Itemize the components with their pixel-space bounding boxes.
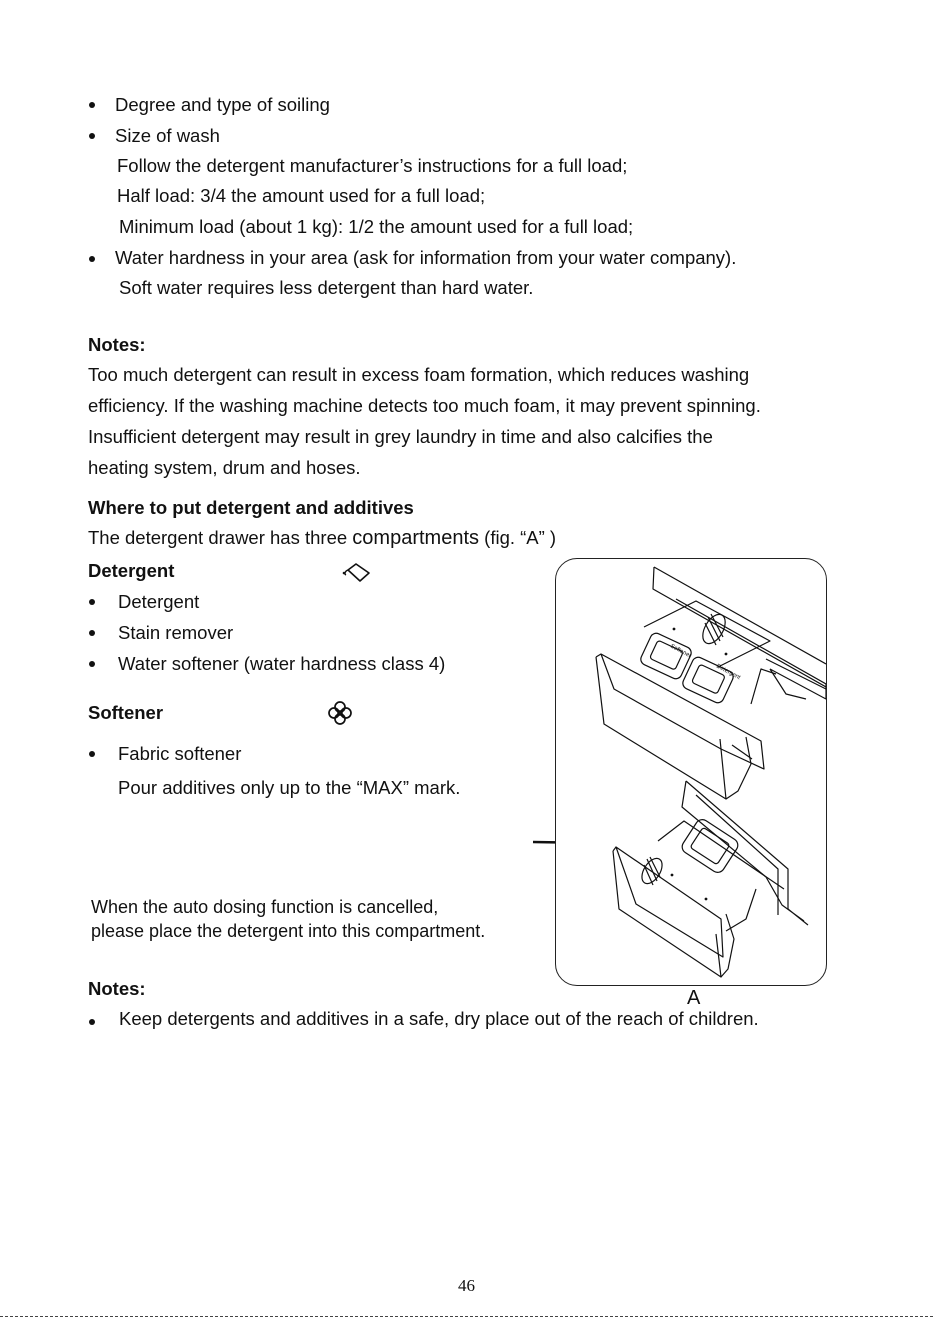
detergent-heading: Detergent (88, 560, 175, 581)
softener-note: Pour additives only up to the “MAX” mark. (118, 777, 461, 798)
bullet-dot (89, 661, 95, 667)
size-of-wash-line: Minimum load (about 1 kg): 1/2 the amount used for a full load; (119, 216, 634, 237)
notes-line: heating system, drum and hoses. (88, 457, 361, 478)
where-intro-prefix: The detergent drawer has three (88, 527, 353, 548)
bullet-dot (89, 599, 95, 605)
notes-line: efficiency. If the washing machine detects too much foam, it may prevent spinning. (88, 395, 761, 416)
bullet-dot (89, 751, 95, 757)
bullet-dot (89, 1019, 95, 1025)
figure-a-frame (555, 558, 827, 986)
bullet-degree-soiling: Degree and type of soiling (115, 94, 330, 115)
bullet-dot (89, 256, 95, 262)
detergent-drawer-illustration (556, 559, 826, 985)
where-intro (88, 527, 556, 549)
notes-2-bullet: Keep detergents and additives in a safe, dry place out of the reach of children. (119, 1008, 759, 1029)
auto-dosing-line: When the auto dosing function is cancelled, (91, 897, 439, 917)
softener-item: Fabric softener (118, 743, 242, 764)
drawer-label-detergent: Detergent (715, 663, 742, 682)
notes-heading: Notes: (88, 334, 146, 355)
bullet-dot (89, 102, 95, 108)
water-hardness-sub: Soft water requires less detergent than hard water. (119, 277, 534, 298)
size-of-wash-line: Follow the detergent manufacturer’s instructions for a full load; (117, 155, 628, 176)
bullet-size-of-wash: Size of wash (115, 125, 220, 146)
detergent-item: Water softener (water hardness class 4) (118, 653, 446, 674)
drawer-label-softener: Softener (669, 643, 692, 660)
water-hardness-bullet: Water hardness in your area (ask for information from your water company). (115, 247, 737, 268)
notes-heading-2: Notes: (88, 978, 146, 999)
softener-heading: Softener (88, 702, 164, 723)
bullet-dot (89, 133, 95, 139)
figure-label: A (687, 987, 701, 1009)
detergent-item: Stain remover (118, 622, 234, 643)
auto-dosing-line: please place the detergent into this compartment. (91, 921, 486, 941)
notes-line: Too much detergent can result in excess foam formation, which reduces washing (88, 364, 750, 385)
notes-line: Insufficient detergent may result in grey laundry in time and also calcifies the (88, 426, 713, 447)
flower-icon (327, 700, 353, 726)
size-of-wash-line: Half load: 3/4 the amount used for a full load; (117, 185, 486, 206)
where-intro-word: compartments (352, 527, 480, 549)
detergent-icon (340, 560, 374, 584)
detergent-item: Detergent (118, 591, 200, 612)
where-heading: Where to put detergent and additives (88, 497, 414, 518)
page-divider (0, 1316, 933, 1317)
where-intro-suffix: (fig. “A” ) (479, 527, 557, 548)
page-number: 46 (458, 1276, 475, 1295)
bullet-dot (89, 630, 95, 636)
